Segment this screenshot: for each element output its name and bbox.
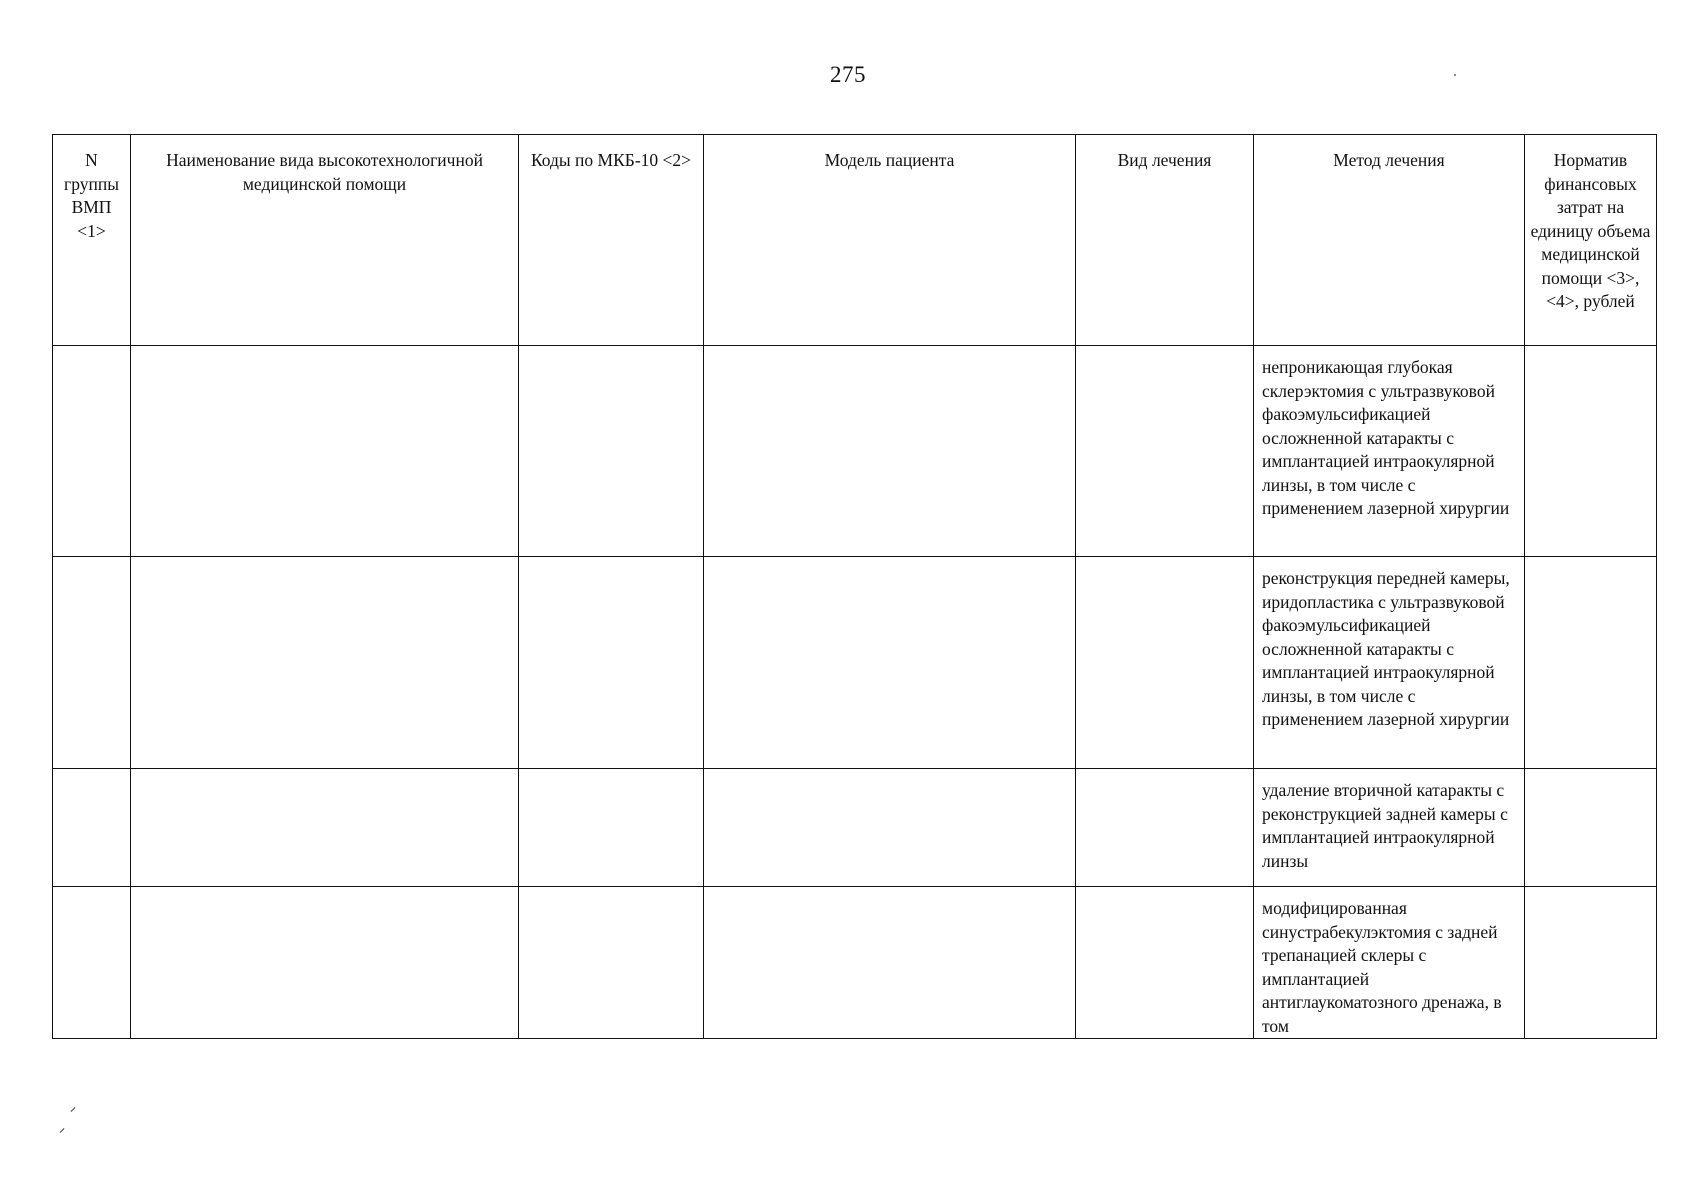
table-row <box>53 346 1657 557</box>
cell-care-type-name <box>131 887 519 1039</box>
header-treatment-method: Метод лечения <box>1254 135 1525 346</box>
cell-cost-norm <box>1525 346 1657 557</box>
header-group-number: N группы ВМП <1> <box>53 135 131 346</box>
table-row <box>53 887 1657 1039</box>
header-care-type-name: Наименование вида высокотехнологичной медицинской помощи <box>131 135 519 346</box>
cell-treatment-kind <box>1076 557 1254 769</box>
cell-cost-norm <box>1525 769 1657 887</box>
cell-treatment-method: модифицированная синустрабекулэктомия с задней трепанацией склеры с имплантацией антиглаукоматозного дренажа, в том <box>1254 887 1525 1039</box>
cell-icd-codes <box>519 557 704 769</box>
cell-group-number <box>53 346 131 557</box>
cell-patient-model <box>704 887 1076 1039</box>
header-treatment-kind: Вид лечения <box>1076 135 1254 346</box>
scan-artifact-mark <box>71 1107 76 1112</box>
cell-treatment-method: удаление вторичной катаракты с реконструкцией задней камеры с имплантацией интраокулярной линзы <box>1254 769 1525 887</box>
page-number: 275 <box>830 62 866 87</box>
cell-group-number <box>53 557 131 769</box>
cell-cost-norm <box>1525 887 1657 1039</box>
cell-group-number <box>53 887 131 1039</box>
cell-care-type-name <box>131 346 519 557</box>
scan-artifact-mark <box>60 1128 65 1133</box>
cell-care-type-name <box>131 769 519 887</box>
vmp-table <box>52 134 1657 1039</box>
header-patient-model: Модель пациента <box>704 135 1076 346</box>
cell-icd-codes <box>519 887 704 1039</box>
cell-group-number <box>53 769 131 887</box>
cell-treatment-method: реконструкция передней камеры, иридопластика с ультразвуковой факоэмульсификацией осложненной катаракты с имплантацией интраокулярной линзы, в том числе с применением лазерной хирургии <box>1254 557 1525 769</box>
header-icd-codes: Коды по МКБ-10 <2> <box>519 135 704 346</box>
cell-treatment-kind <box>1076 346 1254 557</box>
table-header-row <box>53 135 1657 346</box>
header-cost-norm: Норматив финансовых затрат на единицу объема медицинской помощи <3>, <4>, рублей <box>1525 135 1657 346</box>
cell-treatment-kind <box>1076 769 1254 887</box>
cell-treatment-method: непроникающая глубокая склерэктомия с ультразвуковой факоэмульсификацией осложненной катаракты с имплантацией интраокулярной линзы, в том числе с применением лазерной хирургии <box>1254 346 1525 557</box>
cell-patient-model <box>704 346 1076 557</box>
cell-patient-model <box>704 769 1076 887</box>
table-row <box>53 557 1657 769</box>
cell-icd-codes <box>519 346 704 557</box>
cell-icd-codes <box>519 769 704 887</box>
cell-treatment-kind <box>1076 887 1254 1039</box>
cell-care-type-name <box>131 557 519 769</box>
table-row <box>53 769 1657 887</box>
scan-dot-mark <box>1454 74 1456 76</box>
cell-cost-norm <box>1525 557 1657 769</box>
cell-patient-model <box>704 557 1076 769</box>
